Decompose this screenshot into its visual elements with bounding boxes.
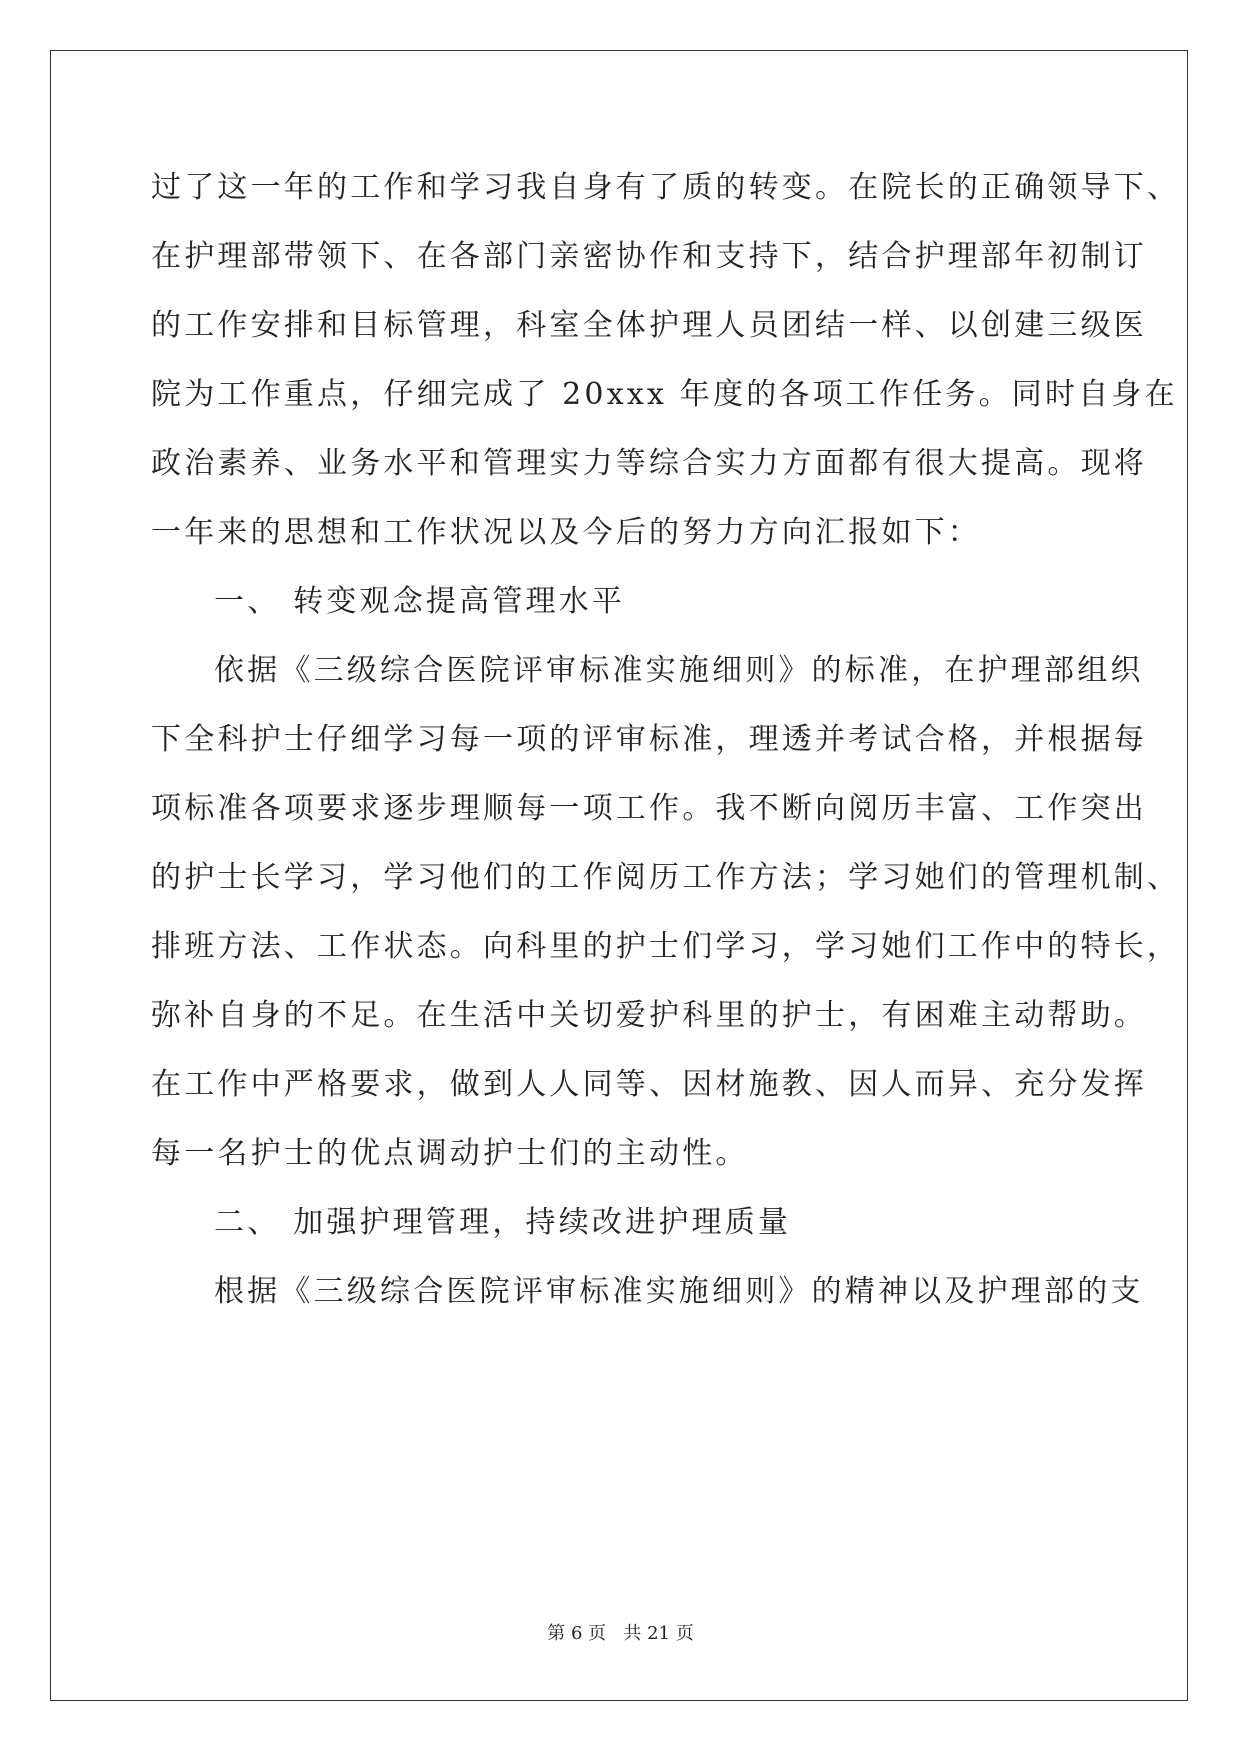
paragraph-line: 排班方法、工作状态。向科里的护士们学习，学习她们工作中的特长， — [151, 929, 1181, 964]
page-number-footer — [0, 1622, 1241, 1646]
paragraph-line: 的护士长学习，学习他们的工作阅历工作方法；学习她们的管理机制、 — [151, 860, 1181, 895]
paragraph-line: 根据《三级综合医院评审标准实施细则》的精神以及护理部的支 — [214, 1274, 1144, 1309]
page-number-label: 第 6 页 共 21 页 — [547, 1623, 694, 1644]
paragraph-line: 的工作安排和目标管理，科室全体护理人员团结一样、以创建三级医 — [151, 308, 1147, 343]
paragraph-line: 下全科护士仔细学习每一项的评审标准，理透并考试合格，并根据每 — [151, 722, 1147, 757]
paragraph-line: 在护理部带领下、在各部门亲密协作和支持下，结合护理部年初制订 — [151, 239, 1147, 274]
paragraph-line: 一年来的思想和工作状况以及今后的努力方向汇报如下： — [151, 515, 981, 550]
paragraph-line: 院为工作重点，仔细完成了 20xxx 年度的各项工作任务。同时自身在 — [151, 377, 1178, 412]
paragraph-line: 依据《三级综合医院评审标准实施细则》的标准，在护理部组织 — [214, 653, 1144, 688]
paragraph-line: 在工作中严格要求，做到人人同等、因材施教、因人而异、充分发挥 — [151, 1067, 1147, 1102]
paragraph-line: 弥补自身的不足。在生活中关切爱护科里的护士，有困难主动帮助。 — [151, 998, 1147, 1033]
paragraph-line: 每一名护士的优点调动护士们的主动性。 — [151, 1136, 749, 1171]
paragraph-line: 过了这一年的工作和学习我自身有了质的转变。在院长的正确领导下、 — [151, 170, 1181, 205]
section-heading: 一、 转变观念提高管理水平 — [214, 584, 626, 619]
paragraph-line: 项标准各项要求逐步理顺每一项工作。我不断向阅历丰富、工作突出 — [151, 791, 1147, 826]
paragraph-line: 政治素养、业务水平和管理实力等综合实力方面都有很大提高。现将 — [151, 446, 1147, 481]
section-heading: 二、 加强护理管理，持续改进护理质量 — [214, 1205, 792, 1240]
